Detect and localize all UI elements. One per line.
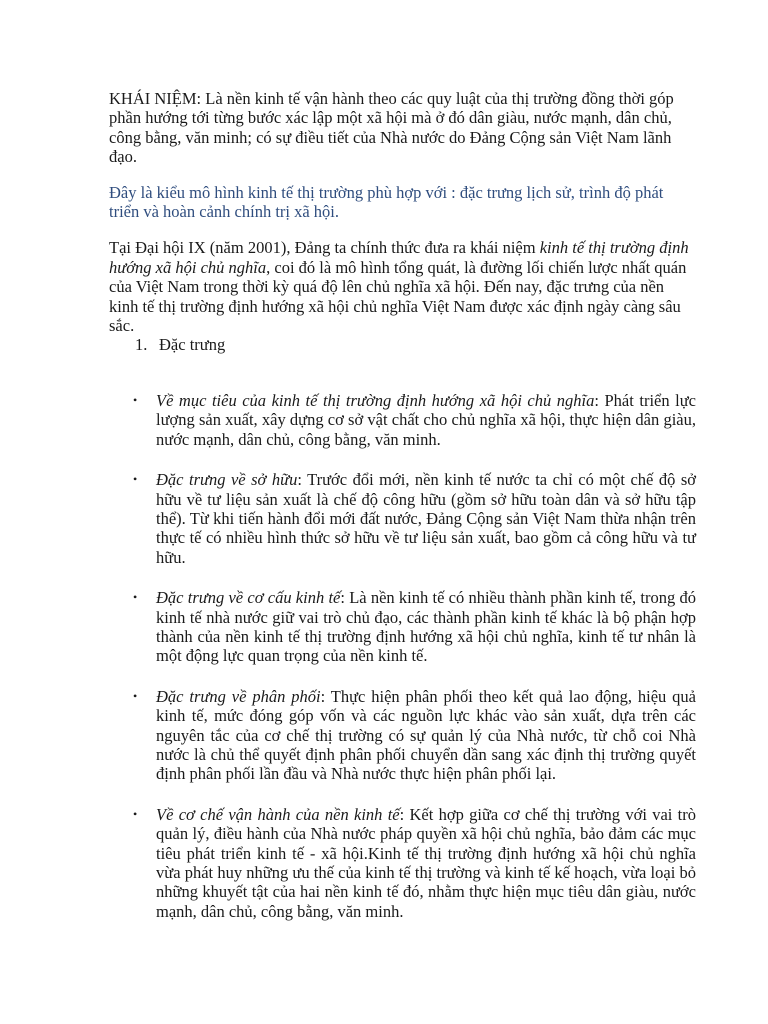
feature-text: : Phát triển lực lượng sản xuất, xây dựng cơ sở vật chất cho chủ nghĩa xã hội, thực hiện dân giàu, nước mạnh, dân chủ, công bằng, văn minh. [156,390,696,449]
feature-item [133,804,696,921]
intro-paragraph [109,238,696,335]
feature-heading: Về mục tiêu của kinh tế thị trường định hướng xã hội chủ nghĩa [156,390,595,410]
feature-heading: Đặc trưng về phân phối [156,686,321,706]
bullet-icon: • [133,688,138,703]
section-number: 1. [135,335,148,355]
concept-paragraph: KHÁI NIỆM: Là nền kinh tế vận hành theo các quy luật của thị trường đồng thời góp phần hướng tới từng bước xác lập một xã hội mà ở đó dân giàu, nước mạnh, dân chủ, công bằng, văn minh; có sự điều tiết của Nhà nước do Đảng Cộng sản Việt Nam lãnh đạo. [109,89,674,167]
bullet-icon: • [133,590,138,605]
feature-item [133,686,696,784]
feature-text: : Trước đổi mới, nền kinh tế nước ta chỉ có một chế độ sở hữu về tư liệu sản xuất là chế độ công hữu (gồm sở hữu toàn dân và sở hữu tập thể). Từ khi tiến hành đổi mới đất nước, Đảng Cộng sản Việt Nam thừa nhận trên thực tế có nhiều hình thức sở hữu về tư liệu sản xuất, bao gồm cả công hữu và tư hữu. [156,470,696,567]
feature-heading: Đặc trưng về cơ cấu kinh tế [156,588,341,608]
highlight-paragraph: Đây là kiểu mô hình kinh tế thị trường phù hợp với : đặc trưng lịch sử, trình độ phát triển và hoàn cảnh chính trị xã hội. [109,182,664,222]
bullet-icon: • [133,472,138,487]
feature-text: : Kết hợp giữa cơ chế thị trường với vai trò quản lý, điều hành của Nhà nước pháp quyền xã hội chủ nghĩa, bảo đảm các mục tiêu phát triển kinh tế - xã hội.Kinh tế thị trường định hướng xã hội chủ nghĩa vừa phát huy những ưu thế của kinh tế thị trường và kinh tế kế hoạch, vừa loại bỏ những khuyết tật của hai nền kinh tế đó, nhằm thực hiện mục tiêu dân giàu, nước mạnh, dân chủ, công bằng, văn minh. [156,804,696,921]
document-page [109,89,696,942]
intro-before: Tại Đại hội IX (năm 2001), Đảng ta chính thức đưa ra khái niệm [109,238,540,258]
feature-heading: Về cơ chế vận hành của nền kinh tế [156,804,400,824]
feature-text: : Là nền kinh tế có nhiều thành phần kinh tế, trong đó kinh tế nhà nước giữ vai trò chủ đạo, các thành phần kinh tế khác là bộ phận hợp thành của nền kinh tế thị trường định hướng xã hội chủ nghĩa, kinh tế tư nhân là một động lực quan trọng của nền kinh tế. [156,588,696,666]
feature-text: : Thực hiện phân phối theo kết quả lao động, hiệu quả kinh tế, mức đóng góp vốn và các nguồn lực khác vào sản xuất, dựa trên các nguyên tắc của cơ chế thị trường có sự quản lý của Nhà nước, từ chỗ coi Nhà nước là chủ thể quyết định phân phối chuyển dần sang xác định thị trường quyết định phân phối lần đầu và Nhà nước thực hiện phân phối lại. [156,686,696,784]
bullet-icon: • [133,392,138,407]
bullet-icon: • [133,806,138,821]
section-item [109,335,696,354]
section-list [109,335,696,354]
feature-item [133,470,696,567]
intro-term: kinh tế thị trường định hướng xã hội chủ nghĩa [109,238,689,277]
feature-list [109,391,696,921]
section-title: Đặc trưng [159,335,226,355]
feature-item [133,390,696,449]
feature-heading: Đặc trưng về sở hữu [156,470,298,490]
feature-item [133,588,696,666]
intro-after: , coi đó là mô hình tổng quát, là đường lối chiến lược nhất quán của Việt Nam trong thời kỳ quá độ lên chủ nghĩa xã hội. Đến nay, đặc trưng của nền kinh tế thị trường định hướng xã hội chủ nghĩa Việt Nam được xác định ngày càng sâu sắc. [109,257,687,336]
